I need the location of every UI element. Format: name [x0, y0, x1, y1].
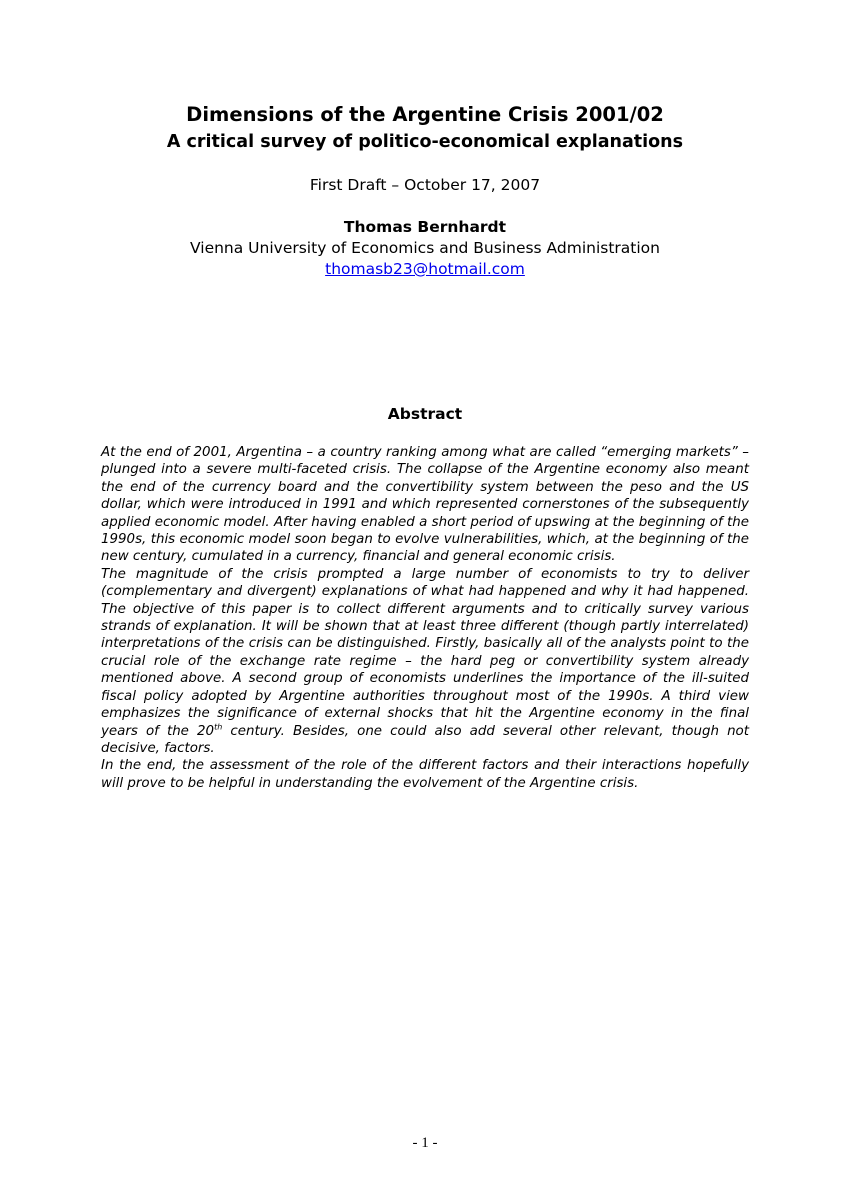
author-email-line: [0, 258, 850, 280]
author-name: Thomas Bernhardt: [343, 218, 507, 236]
author-email-link[interactable]: thomasb23@hotmail.com: [325, 260, 525, 278]
author-affiliation: Vienna University of Economics and Business Administration: [190, 239, 660, 257]
paper-title: Dimensions of the Argentine Crisis 2001/02: [186, 103, 664, 126]
abstract-heading: Abstract: [387, 405, 463, 423]
abstract-body: [101, 444, 749, 792]
page-number: - 1 -: [412, 1135, 438, 1151]
abstract-paragraph-2: [101, 566, 749, 757]
abstract-paragraph-2-end: century. Besides, one could also add several other relevant, though not decisive, factors.: [101, 723, 749, 756]
abstract-paragraph-2-text: The magnitude of the crisis prompted a large number of economists to try to deliver (complementary and divergent) explanations of what had happened and why it had happened. The objective of this paper is to collect different arguments and to critically survey various strands of explanation. It will be shown that at least three different (though partly interrelated) interpretations of the crisis can be distinguished. Firstly, basically all of the analysts point to the crucial role of the exchange rate regime – the hard peg or convertibility system already mentioned above. A second group of economists underlines the importance of the ill-suited fiscal policy adopted by Argentine authorities throughout most of the 1990s. A third view emphasizes the significance of external shocks that hit the Argentine economy in the final years of the 20: [101, 566, 749, 739]
superscript-th: th: [214, 722, 223, 732]
abstract-paragraph-1: At the end of 2001, Argentina – a country ranking among what are called “emerging markets” – plunged into a severe multi-faceted crisis. The collapse of the Argentine economy also meant the end of the currency board and the convertibility system between the peso and the US dollar, which were introduced in 1991 and which represented cornerstones of the subsequently applied economic model. After having enabled a short period of upswing at the beginning of the 1990s, this economic model soon began to evolve vulnerabilities, which, at the beginning of the new century, cumulated in a currency, financial and general economic crisis.: [101, 445, 749, 565]
paper-subtitle: A critical survey of politico-economical explanations: [166, 132, 684, 152]
abstract-paragraph-3: In the end, the assessment of the role of the different factors and their interactions hopefully will prove to be helpful in understanding the evolvement of the Argentine crisis.: [101, 758, 749, 791]
draft-date: First Draft – October 17, 2007: [309, 176, 541, 194]
